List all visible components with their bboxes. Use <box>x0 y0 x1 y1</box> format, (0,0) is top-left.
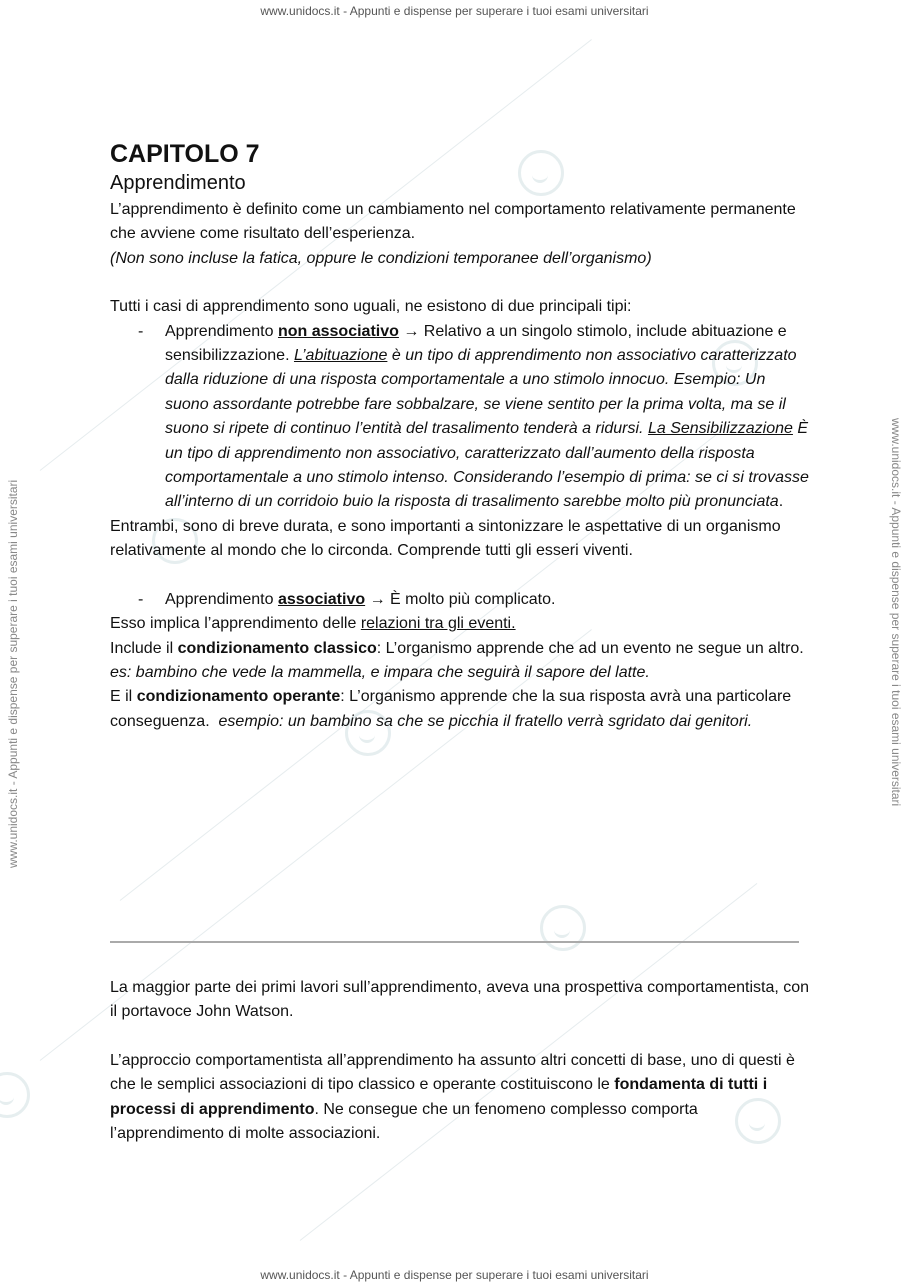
term-relazioni: relazioni tra gli eventi. <box>360 615 516 633</box>
watermark-side-right: www.unidocs.it - Appunti e dispense per superare i tuoi esami universitari <box>889 418 903 807</box>
chapter-title: CAPITOLO 7 <box>110 140 260 168</box>
item-arrow-text: → Relativo a un singolo stimolo, include abituazione e sensibilizzazione. <box>165 322 787 365</box>
document-body-section2 <box>110 976 810 1146</box>
abituazione-text: è un tipo di apprendimento non associativo caratterizzato dalla riduzione di una risposta comportamentale a uno stimolo innocuo. Esempio: Un suono assordante potrebbe fare sobbalzare, se viene sentito per la prima volta, ma se il suono si ripete di continuo l’entità del trasalimento tenderà a ridursi. <box>165 347 797 438</box>
definition-text: L’apprendimento è definito come un cambiamento nel comportamento relativamente permanente che avviene come risultato dell’esperienza. <box>110 201 796 243</box>
sensibilizzazione-text: È un tipo di apprendimento non associativo, caratterizzato dall’aumento della risposta comportamentale a uno stimolo intenso. Considerando l’esempio di prima: se ci si trovasse all’interno di un corridoio buio la risposta di trasalimento sarebbe molto più pronunciata <box>165 420 809 511</box>
term-classic: condizionamento classico <box>177 639 377 657</box>
term-non-associative: non associativo <box>277 322 399 340</box>
classic-lead: Include il <box>110 639 174 657</box>
item-lead: Apprendimento <box>165 322 274 340</box>
definition-note: (Non sono incluse la fatica, oppure le condizioni temporanee dell’organismo) <box>110 249 652 267</box>
list-item-associative <box>110 588 810 612</box>
sensibilizzazione-end: . <box>778 493 784 511</box>
watson-paragraph: La maggior parte dei primi lavori sull’apprendimento, aveva una prospettiva comportamentista, con il portavoce John Watson. <box>110 979 810 1021</box>
behaviorist-bold: fondamenta di tutti i processi di apprendimento <box>110 1076 768 1118</box>
watermark-logo-icon <box>0 1072 30 1118</box>
term-sensibilizzazione: La Sensibilizzazione <box>647 420 793 438</box>
term-abituazione: L’abituazione <box>293 347 388 365</box>
term-operant: condizionamento operante <box>136 688 341 706</box>
item-lead: Apprendimento <box>165 590 274 608</box>
classic-paragraph <box>110 637 810 686</box>
implies-paragraph <box>110 612 810 636</box>
list-item-non-associative <box>110 320 810 515</box>
implies-lead: Esso implica l’apprendimento delle <box>110 615 357 633</box>
watermark-side-left: www.unidocs.it - Appunti e dispense per superare i tuoi esami universitari <box>6 479 20 868</box>
classic-text: : L’organismo apprende che ad un evento ne segue un altro. <box>376 639 804 657</box>
both-paragraph: Entrambi, sono di breve durata, e sono importanti a sintonizzare le aspettative di un organismo relativamente al mondo che lo circonda. Comprende tutti gli esseri viventi. <box>110 517 781 560</box>
behaviorist-paragraph <box>110 1049 810 1147</box>
list-dash: - <box>138 322 144 340</box>
document-body <box>110 138 810 734</box>
types-intro: Tutti i casi di apprendimento sono uguali, ne esistono di due principali tipi: <box>110 298 632 316</box>
behaviorist-end: . Ne consegue che un fenomeno complesso comporta l’apprendimento di molte associazioni. <box>110 1100 698 1143</box>
watermark-logo-icon <box>540 905 586 951</box>
list-dash: - <box>138 590 144 608</box>
operant-paragraph <box>110 685 810 734</box>
term-associative: associativo <box>277 590 366 608</box>
section-divider <box>110 941 799 943</box>
chapter-subtitle: Apprendimento <box>110 172 246 194</box>
watermark-header: www.unidocs.it - Appunti e dispense per superare i tuoi esami universitari <box>260 4 649 18</box>
operant-lead: E il <box>110 688 133 706</box>
behaviorist-lead: L’approccio comportamentista all’apprendimento ha assunto altri concetti di base, uno di questi è che le semplici associazioni di tipo classico e operante costituiscono le <box>110 1051 795 1094</box>
definition-paragraph <box>110 198 810 271</box>
item-arrow-text: → È molto più complicato. <box>369 590 556 608</box>
classic-example: es: bambino che vede la mammella, e impara che seguirà il sapore del latte. <box>110 663 650 681</box>
operant-text: : L’organismo apprende che la sua risposta avrà una particolare conseguenza. <box>110 688 792 730</box>
watermark-footer: www.unidocs.it - Appunti e dispense per superare i tuoi esami universitari <box>260 1268 649 1282</box>
operant-example: esempio: un bambino sa che se picchia il fratello verrà sgridato dai genitori. <box>218 712 753 730</box>
